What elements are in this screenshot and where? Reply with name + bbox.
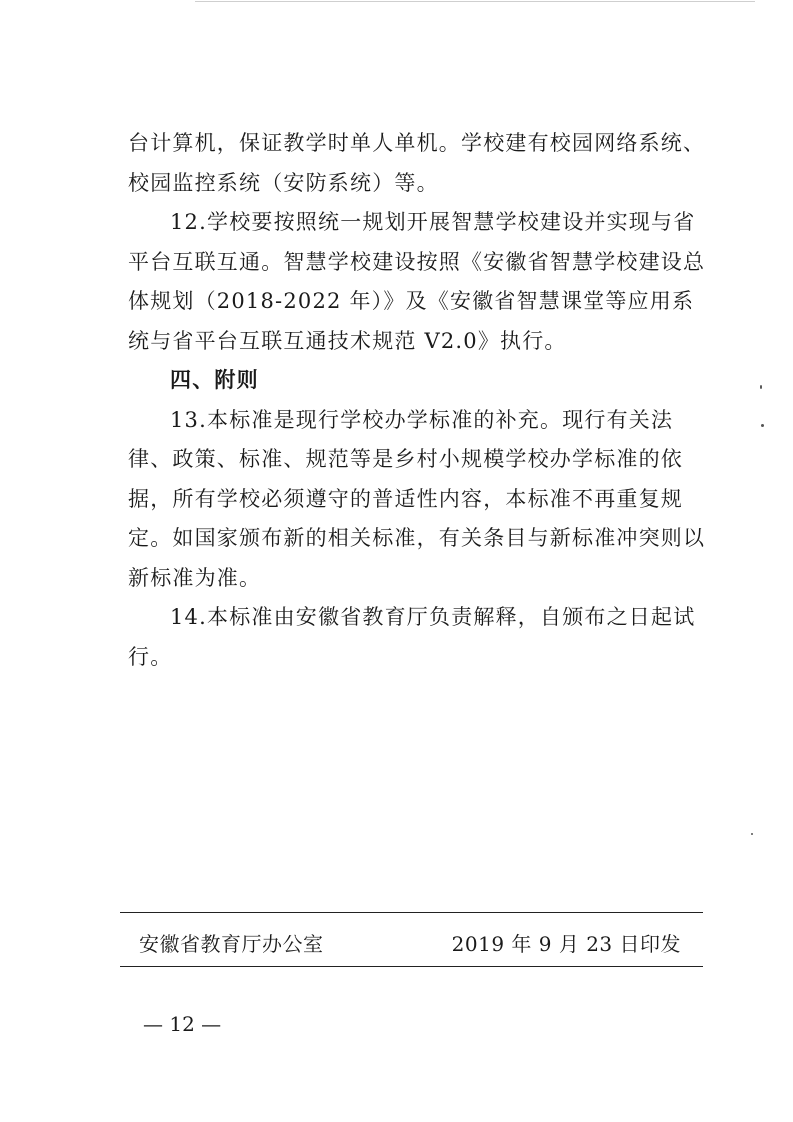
footer-top-rule bbox=[120, 912, 703, 913]
paragraph-11-continuation: 台计算机，保证教学时单人单机。学校建有校园网络系统、校园监控系统（安防系统）等。 bbox=[128, 131, 706, 195]
document-body bbox=[128, 124, 708, 677]
paragraph-13: 13.本标准是现行学校办学标准的补充。现行有关法律、政策、标准、规范等是乡村小规模学校办学标准的依据，所有学校必须遵守的普适性内容，本标准不再重复规定。如国家颁布新的相关标准，有关条目与新标准冲突则以新标准为准。 bbox=[128, 407, 706, 590]
scan-speck bbox=[760, 385, 762, 389]
scan-speck bbox=[751, 833, 753, 835]
section-heading-appendix: 四、附则 bbox=[170, 368, 259, 392]
paragraph-12: 12.学校要按照统一规划开展智慧学校建设并实现与省平台互联互通。智慧学校建设按照《安徽省智慧学校建设总体规划（2018-2022 年）》及《安徽省智慧课堂等应用系统与省平台互联互通技术规范 V2.0》执行。 bbox=[128, 210, 706, 353]
scan-speck bbox=[761, 424, 764, 427]
page-number: — 12 — bbox=[143, 1012, 222, 1036]
top-edge-rule bbox=[195, 1, 755, 2]
issuing-office: 安徽省教育厅办公室 bbox=[139, 932, 324, 956]
issue-date: 2019 年 9 月 23 日印发 bbox=[451, 932, 681, 956]
paragraph-14: 14.本标准由安徽省教育厅负责解释，自颁布之日起试行。 bbox=[128, 605, 696, 669]
footer-bottom-rule bbox=[120, 966, 703, 967]
